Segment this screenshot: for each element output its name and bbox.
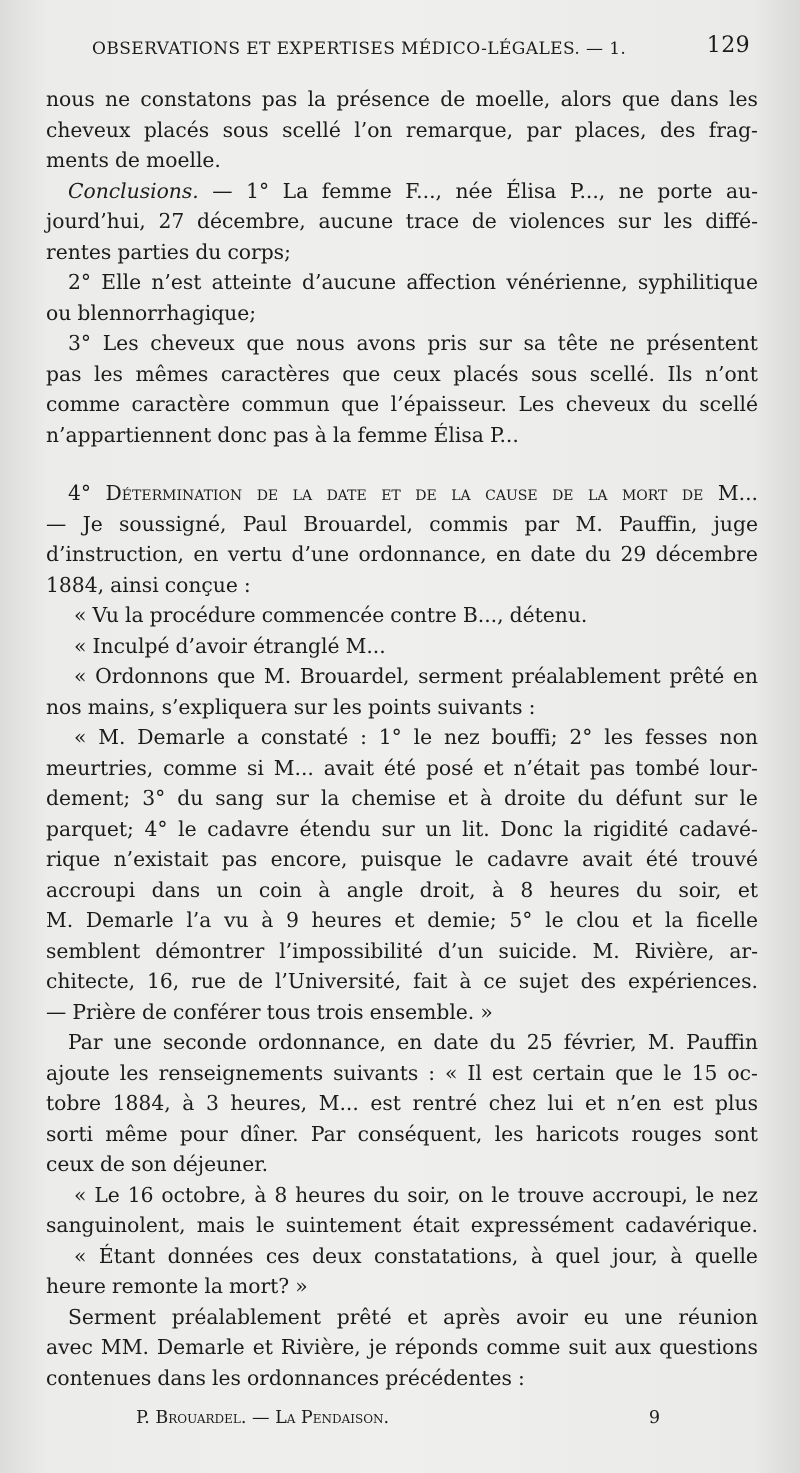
text-line: 4° Détermination de la date et de la cause de la mort de M... <box>68 481 758 505</box>
text-line: « Le 16 octobre, à 8 heures du soir, on le trouve accroupi, le nez <box>74 1182 758 1207</box>
text-line: nous ne constatons pas la présence de moelle, alors que dans les <box>46 87 758 111</box>
text-line: contenues dans les ordonnances précédentes : <box>46 1365 525 1390</box>
text-line: tobre 1884, à 3 heures, M... est rentré chez lui et n’en est plus <box>46 1091 758 1115</box>
text-line: 1884, ainsi conçue : <box>46 572 251 597</box>
text-line: M. Demarle l’a vu à 9 heures et demie; 5° le clou et la ficelle <box>46 908 758 932</box>
text-line: « Inculpé d’avoir étranglé M... <box>74 633 386 658</box>
text-line: 3° Les cheveux que nous avons pris sur sa tête ne présentent <box>68 331 758 355</box>
text-line: — Prière de conférer tous trois ensemble. » <box>46 999 493 1024</box>
text-line: sanguinolent, mais le suintement était expressément cadavérique. <box>46 1213 758 1237</box>
text-line: d’instruction, en vertu d’une ordonnance, en date du 29 décembre <box>46 542 758 566</box>
text-line: pas les mêmes caractères que ceux placés sous scellé. Ils n’ont <box>46 361 758 386</box>
text-line: jourd’hui, 27 décembre, aucune trace de violences sur les diffé- <box>46 209 758 233</box>
text-line: Conclusions. — 1° La femme F..., née Élisa P..., ne porte au- <box>68 178 758 203</box>
text-line: nos mains, s’expliquera sur les points suivants : <box>46 694 536 719</box>
page-header <box>92 33 762 63</box>
text-line: avec MM. Demarle et Rivière, je réponds comme suit aux questions <box>46 1335 758 1359</box>
text-line: parquet; 4° le cadavre étendu sur un lit. Donc la rigidité cadavé- <box>46 816 758 841</box>
text-line: 2° Elle n’est atteinte d’aucune affection vénérienne, syphilitique <box>68 270 758 294</box>
text-line: rique n’existait pas encore, puisque le cadavre avait été trouvé <box>46 847 758 871</box>
text-line: Par une seconde ordonnance, en date du 25 février, M. Pauffin <box>68 1030 758 1054</box>
text-line: n’appartiennent donc pas à la femme Élisa P... <box>46 422 519 447</box>
text-line: semblent démontrer l’impossibilité d’un suicide. M. Rivière, ar- <box>46 938 758 963</box>
text-line: heure remonte la mort? » <box>46 1274 308 1298</box>
text-line: « Vu la procédure commencée contre B..., détenu. <box>74 603 588 627</box>
text-line: rentes parties du corps; <box>46 239 291 264</box>
text-line: — Je soussigné, Paul Brouardel, commis par M. Pauffin, juge <box>46 511 758 536</box>
section-gap <box>46 450 758 478</box>
text-line: Serment préalablement prêté et après avoir eu une réunion <box>68 1304 758 1329</box>
page-number: 129 <box>706 33 750 58</box>
text-line: sorti même pour dîner. Par conséquent, les haricots rouges sont <box>46 1121 758 1146</box>
text-line: ments de moelle. <box>46 148 221 172</box>
footer-signature: P. Brouardel. — La Pendaison. <box>136 1408 390 1428</box>
text-line: « Ordonnons que M. Brouardel, serment préalablement prêté en <box>74 664 758 688</box>
text-line: ceux de son déjeuner. <box>46 1152 269 1176</box>
text-line: ou blennorrhagique; <box>46 300 257 325</box>
text-line: « Étant données ces deux constatations, à quel jour, à quelle <box>74 1243 758 1268</box>
text-line: accroupi dans un coin à angle droit, à 8 heures du soir, et <box>46 877 758 902</box>
text-line: comme caractère commun que l’épaisseur. Les cheveux du scellé <box>46 392 758 416</box>
page-body-text <box>46 84 758 1393</box>
text-line: « M. Demarle a constaté : 1° le nez bouffi; 2° les fesses non <box>74 725 758 749</box>
sheet-number: 9 <box>648 1408 660 1428</box>
text-line: dement; 3° du sang sur la chemise et à droite du défunt sur le <box>46 786 758 810</box>
text-line: meurtries, comme si M... avait été posé et n’était pas tombé lour- <box>46 755 758 780</box>
text-line: cheveux placés sous scellé l’on remarque, par places, des frag- <box>46 117 758 142</box>
text-line: chitecte, 16, rue de l’Université, fait à ce sujet des expériences. <box>46 969 758 993</box>
running-title: OBSERVATIONS ET EXPERTISES MÉDICO-LÉGALES. — 1. <box>92 39 627 59</box>
text-line: ajoute les renseignements suivants : « Il est certain que le 15 oc- <box>46 1060 758 1085</box>
